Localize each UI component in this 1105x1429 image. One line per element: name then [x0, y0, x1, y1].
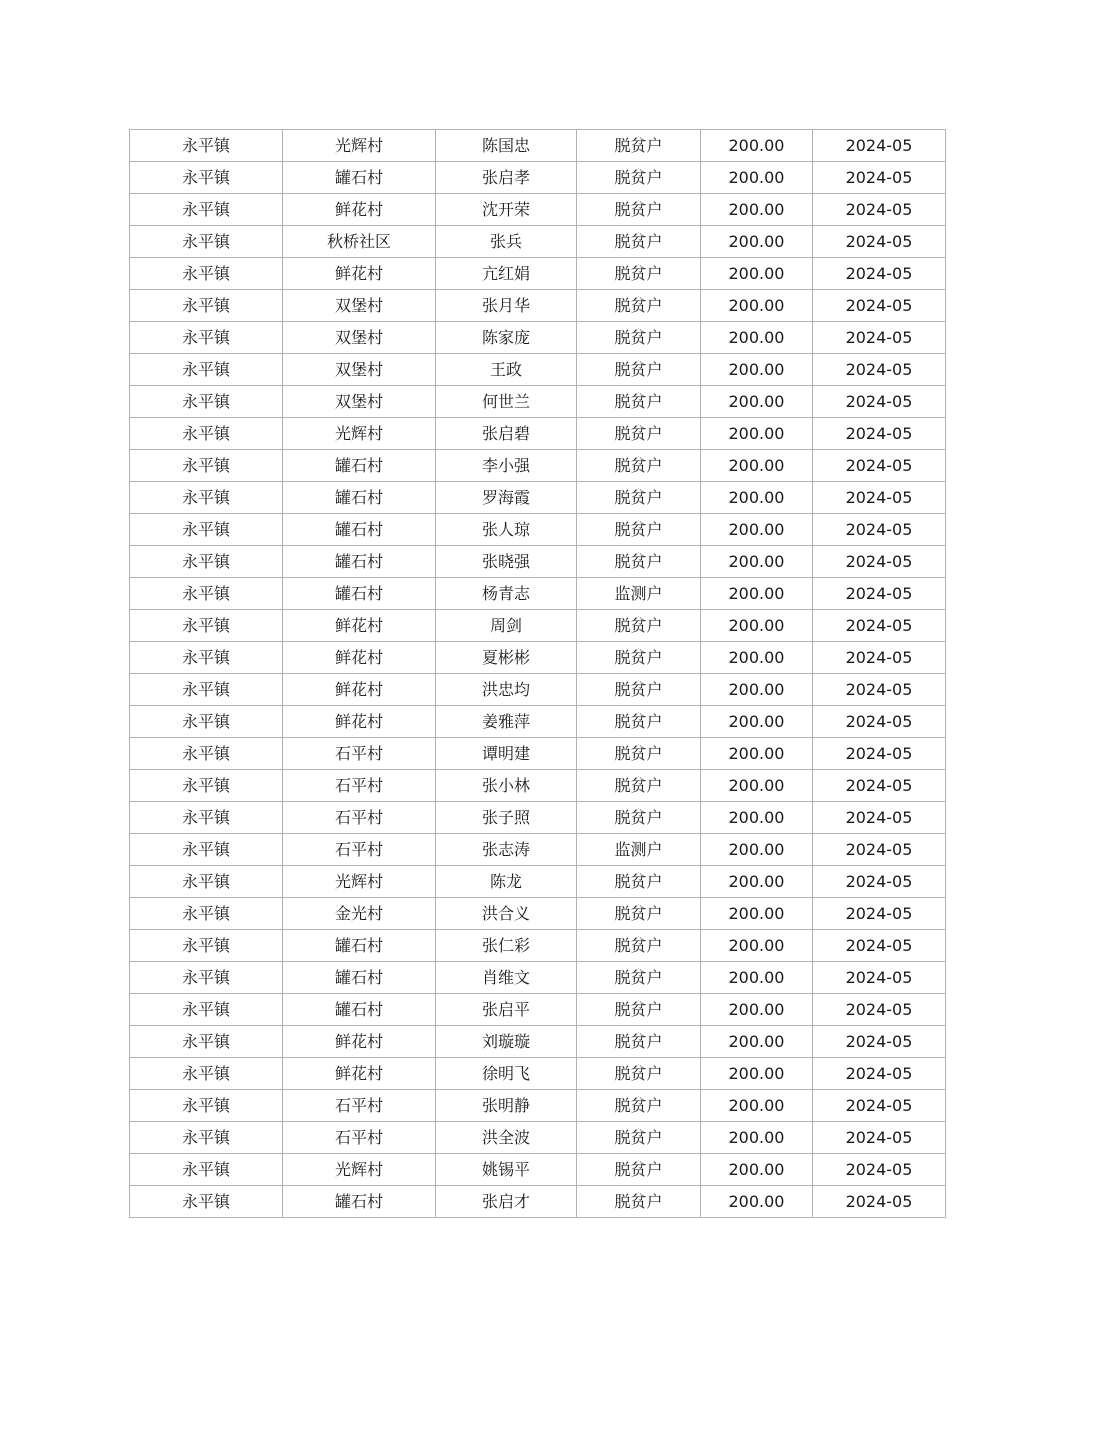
table-row	[130, 962, 946, 994]
month-cell: 2024-05	[813, 482, 946, 514]
name-cell: 何世兰	[436, 386, 577, 418]
town-cell: 永平镇	[130, 930, 283, 962]
month-cell: 2024-05	[813, 322, 946, 354]
name-cell: 罗海霞	[436, 482, 577, 514]
village-cell: 鲜花村	[283, 194, 436, 226]
household-type-cell: 脱贫户	[577, 930, 701, 962]
household-type-cell: 脱贫户	[577, 610, 701, 642]
table-row	[130, 706, 946, 738]
household-type-cell: 脱贫户	[577, 546, 701, 578]
table-row	[130, 770, 946, 802]
village-cell: 光辉村	[283, 1154, 436, 1186]
amount-cell: 200.00	[701, 354, 813, 386]
village-cell: 双堡村	[283, 354, 436, 386]
amount-cell: 200.00	[701, 290, 813, 322]
household-type-cell: 脱贫户	[577, 770, 701, 802]
amount-cell: 200.00	[701, 994, 813, 1026]
household-type-cell: 脱贫户	[577, 994, 701, 1026]
village-cell: 鲜花村	[283, 642, 436, 674]
town-cell: 永平镇	[130, 706, 283, 738]
village-cell: 金光村	[283, 898, 436, 930]
village-cell: 石平村	[283, 1090, 436, 1122]
village-cell: 罐石村	[283, 482, 436, 514]
town-cell: 永平镇	[130, 258, 283, 290]
amount-cell: 200.00	[701, 226, 813, 258]
amount-cell: 200.00	[701, 130, 813, 162]
table-row	[130, 1154, 946, 1186]
name-cell: 张启碧	[436, 418, 577, 450]
amount-cell: 200.00	[701, 642, 813, 674]
household-type-cell: 脱贫户	[577, 1154, 701, 1186]
household-type-cell: 脱贫户	[577, 1026, 701, 1058]
table-row	[130, 546, 946, 578]
amount-cell: 200.00	[701, 706, 813, 738]
amount-cell: 200.00	[701, 482, 813, 514]
table-row	[130, 1186, 946, 1218]
name-cell: 谭明建	[436, 738, 577, 770]
town-cell: 永平镇	[130, 162, 283, 194]
village-cell: 石平村	[283, 802, 436, 834]
amount-cell: 200.00	[701, 962, 813, 994]
table-row	[130, 1058, 946, 1090]
household-type-cell: 脱贫户	[577, 1122, 701, 1154]
name-cell: 洪忠均	[436, 674, 577, 706]
amount-cell: 200.00	[701, 514, 813, 546]
town-cell: 永平镇	[130, 514, 283, 546]
village-cell: 石平村	[283, 834, 436, 866]
table-row	[130, 930, 946, 962]
table-row	[130, 834, 946, 866]
household-type-cell: 脱贫户	[577, 514, 701, 546]
village-cell: 石平村	[283, 738, 436, 770]
household-type-cell: 脱贫户	[577, 1058, 701, 1090]
table-row	[130, 994, 946, 1026]
town-cell: 永平镇	[130, 1122, 283, 1154]
household-type-cell: 脱贫户	[577, 738, 701, 770]
village-cell: 光辉村	[283, 418, 436, 450]
amount-cell: 200.00	[701, 194, 813, 226]
name-cell: 姜雅萍	[436, 706, 577, 738]
name-cell: 周剑	[436, 610, 577, 642]
town-cell: 永平镇	[130, 194, 283, 226]
town-cell: 永平镇	[130, 322, 283, 354]
name-cell: 徐明飞	[436, 1058, 577, 1090]
name-cell: 洪合义	[436, 898, 577, 930]
village-cell: 双堡村	[283, 386, 436, 418]
household-type-cell: 脱贫户	[577, 1186, 701, 1218]
amount-cell: 200.00	[701, 1122, 813, 1154]
amount-cell: 200.00	[701, 322, 813, 354]
town-cell: 永平镇	[130, 898, 283, 930]
name-cell: 杨青志	[436, 578, 577, 610]
village-cell: 鲜花村	[283, 674, 436, 706]
household-type-cell: 脱贫户	[577, 386, 701, 418]
household-type-cell: 脱贫户	[577, 674, 701, 706]
month-cell: 2024-05	[813, 610, 946, 642]
amount-cell: 200.00	[701, 578, 813, 610]
amount-cell: 200.00	[701, 258, 813, 290]
name-cell: 张人琼	[436, 514, 577, 546]
table-row	[130, 482, 946, 514]
town-cell: 永平镇	[130, 546, 283, 578]
name-cell: 张志涛	[436, 834, 577, 866]
village-cell: 罐石村	[283, 1186, 436, 1218]
table-row	[130, 802, 946, 834]
amount-cell: 200.00	[701, 1058, 813, 1090]
name-cell: 张启才	[436, 1186, 577, 1218]
town-cell: 永平镇	[130, 354, 283, 386]
table-row	[130, 610, 946, 642]
household-type-cell: 脱贫户	[577, 130, 701, 162]
amount-cell: 200.00	[701, 162, 813, 194]
table-row	[130, 162, 946, 194]
month-cell: 2024-05	[813, 258, 946, 290]
amount-cell: 200.00	[701, 834, 813, 866]
household-type-cell: 脱贫户	[577, 962, 701, 994]
household-type-cell: 脱贫户	[577, 898, 701, 930]
month-cell: 2024-05	[813, 898, 946, 930]
table-row	[130, 1090, 946, 1122]
table-row	[130, 258, 946, 290]
town-cell: 永平镇	[130, 1154, 283, 1186]
name-cell: 张兵	[436, 226, 577, 258]
table-row	[130, 418, 946, 450]
name-cell: 张启平	[436, 994, 577, 1026]
household-type-cell: 监测户	[577, 578, 701, 610]
roster-table	[129, 129, 946, 1218]
month-cell: 2024-05	[813, 162, 946, 194]
village-cell: 罐石村	[283, 514, 436, 546]
town-cell: 永平镇	[130, 642, 283, 674]
month-cell: 2024-05	[813, 450, 946, 482]
month-cell: 2024-05	[813, 1186, 946, 1218]
name-cell: 陈龙	[436, 866, 577, 898]
month-cell: 2024-05	[813, 194, 946, 226]
month-cell: 2024-05	[813, 386, 946, 418]
household-type-cell: 脱贫户	[577, 194, 701, 226]
amount-cell: 200.00	[701, 898, 813, 930]
household-type-cell: 脱贫户	[577, 450, 701, 482]
table-row	[130, 1026, 946, 1058]
table-row	[130, 1122, 946, 1154]
amount-cell: 200.00	[701, 1186, 813, 1218]
town-cell: 永平镇	[130, 578, 283, 610]
month-cell: 2024-05	[813, 930, 946, 962]
household-type-cell: 监测户	[577, 834, 701, 866]
month-cell: 2024-05	[813, 418, 946, 450]
month-cell: 2024-05	[813, 962, 946, 994]
town-cell: 永平镇	[130, 130, 283, 162]
town-cell: 永平镇	[130, 674, 283, 706]
month-cell: 2024-05	[813, 1026, 946, 1058]
table-row	[130, 738, 946, 770]
village-cell: 秋桥社区	[283, 226, 436, 258]
month-cell: 2024-05	[813, 546, 946, 578]
month-cell: 2024-05	[813, 1058, 946, 1090]
amount-cell: 200.00	[701, 418, 813, 450]
amount-cell: 200.00	[701, 738, 813, 770]
month-cell: 2024-05	[813, 578, 946, 610]
name-cell: 王政	[436, 354, 577, 386]
table-row	[130, 514, 946, 546]
town-cell: 永平镇	[130, 226, 283, 258]
village-cell: 罐石村	[283, 450, 436, 482]
household-type-cell: 脱贫户	[577, 258, 701, 290]
table-row	[130, 578, 946, 610]
roster-table-body	[130, 130, 946, 1218]
table-row	[130, 194, 946, 226]
month-cell: 2024-05	[813, 1154, 946, 1186]
month-cell: 2024-05	[813, 770, 946, 802]
amount-cell: 200.00	[701, 1090, 813, 1122]
town-cell: 永平镇	[130, 418, 283, 450]
village-cell: 双堡村	[283, 322, 436, 354]
village-cell: 罐石村	[283, 930, 436, 962]
amount-cell: 200.00	[701, 450, 813, 482]
month-cell: 2024-05	[813, 834, 946, 866]
amount-cell: 200.00	[701, 802, 813, 834]
town-cell: 永平镇	[130, 1026, 283, 1058]
name-cell: 洪全波	[436, 1122, 577, 1154]
household-type-cell: 脱贫户	[577, 418, 701, 450]
town-cell: 永平镇	[130, 290, 283, 322]
amount-cell: 200.00	[701, 866, 813, 898]
name-cell: 张启孝	[436, 162, 577, 194]
name-cell: 张晓强	[436, 546, 577, 578]
month-cell: 2024-05	[813, 802, 946, 834]
name-cell: 陈国忠	[436, 130, 577, 162]
village-cell: 鲜花村	[283, 258, 436, 290]
name-cell: 陈家庞	[436, 322, 577, 354]
town-cell: 永平镇	[130, 610, 283, 642]
household-type-cell: 脱贫户	[577, 162, 701, 194]
town-cell: 永平镇	[130, 994, 283, 1026]
month-cell: 2024-05	[813, 738, 946, 770]
name-cell: 张小林	[436, 770, 577, 802]
table-row	[130, 226, 946, 258]
village-cell: 鲜花村	[283, 1026, 436, 1058]
town-cell: 永平镇	[130, 834, 283, 866]
village-cell: 罐石村	[283, 994, 436, 1026]
town-cell: 永平镇	[130, 866, 283, 898]
table-row	[130, 450, 946, 482]
household-type-cell: 脱贫户	[577, 354, 701, 386]
name-cell: 夏彬彬	[436, 642, 577, 674]
month-cell: 2024-05	[813, 1090, 946, 1122]
amount-cell: 200.00	[701, 1026, 813, 1058]
month-cell: 2024-05	[813, 1122, 946, 1154]
name-cell: 张月华	[436, 290, 577, 322]
month-cell: 2024-05	[813, 290, 946, 322]
village-cell: 光辉村	[283, 130, 436, 162]
table-row	[130, 130, 946, 162]
village-cell: 罐石村	[283, 162, 436, 194]
household-type-cell: 脱贫户	[577, 1090, 701, 1122]
village-cell: 双堡村	[283, 290, 436, 322]
table-row	[130, 386, 946, 418]
month-cell: 2024-05	[813, 866, 946, 898]
town-cell: 永平镇	[130, 802, 283, 834]
table-row	[130, 866, 946, 898]
village-cell: 罐石村	[283, 546, 436, 578]
table-row	[130, 898, 946, 930]
village-cell: 光辉村	[283, 866, 436, 898]
month-cell: 2024-05	[813, 674, 946, 706]
village-cell: 石平村	[283, 770, 436, 802]
table-row	[130, 354, 946, 386]
month-cell: 2024-05	[813, 642, 946, 674]
name-cell: 亢红娟	[436, 258, 577, 290]
month-cell: 2024-05	[813, 130, 946, 162]
household-type-cell: 脱贫户	[577, 642, 701, 674]
town-cell: 永平镇	[130, 770, 283, 802]
household-type-cell: 脱贫户	[577, 866, 701, 898]
month-cell: 2024-05	[813, 226, 946, 258]
name-cell: 姚锡平	[436, 1154, 577, 1186]
household-type-cell: 脱贫户	[577, 482, 701, 514]
town-cell: 永平镇	[130, 482, 283, 514]
village-cell: 鲜花村	[283, 1058, 436, 1090]
amount-cell: 200.00	[701, 930, 813, 962]
name-cell: 张子照	[436, 802, 577, 834]
month-cell: 2024-05	[813, 994, 946, 1026]
table-row	[130, 642, 946, 674]
household-type-cell: 脱贫户	[577, 706, 701, 738]
household-type-cell: 脱贫户	[577, 802, 701, 834]
town-cell: 永平镇	[130, 1058, 283, 1090]
name-cell: 张明静	[436, 1090, 577, 1122]
name-cell: 沈开荣	[436, 194, 577, 226]
amount-cell: 200.00	[701, 674, 813, 706]
town-cell: 永平镇	[130, 962, 283, 994]
village-cell: 鲜花村	[283, 706, 436, 738]
amount-cell: 200.00	[701, 770, 813, 802]
month-cell: 2024-05	[813, 706, 946, 738]
town-cell: 永平镇	[130, 1090, 283, 1122]
month-cell: 2024-05	[813, 514, 946, 546]
village-cell: 罐石村	[283, 578, 436, 610]
town-cell: 永平镇	[130, 738, 283, 770]
table-row	[130, 290, 946, 322]
village-cell: 罐石村	[283, 962, 436, 994]
household-type-cell: 脱贫户	[577, 322, 701, 354]
amount-cell: 200.00	[701, 610, 813, 642]
amount-cell: 200.00	[701, 386, 813, 418]
household-type-cell: 脱贫户	[577, 290, 701, 322]
household-type-cell: 脱贫户	[577, 226, 701, 258]
town-cell: 永平镇	[130, 1186, 283, 1218]
name-cell: 张仁彩	[436, 930, 577, 962]
amount-cell: 200.00	[701, 1154, 813, 1186]
month-cell: 2024-05	[813, 354, 946, 386]
amount-cell: 200.00	[701, 546, 813, 578]
table-row	[130, 674, 946, 706]
table-row	[130, 322, 946, 354]
village-cell: 鲜花村	[283, 610, 436, 642]
town-cell: 永平镇	[130, 450, 283, 482]
name-cell: 肖维文	[436, 962, 577, 994]
village-cell: 石平村	[283, 1122, 436, 1154]
town-cell: 永平镇	[130, 386, 283, 418]
name-cell: 刘璇璇	[436, 1026, 577, 1058]
name-cell: 李小强	[436, 450, 577, 482]
